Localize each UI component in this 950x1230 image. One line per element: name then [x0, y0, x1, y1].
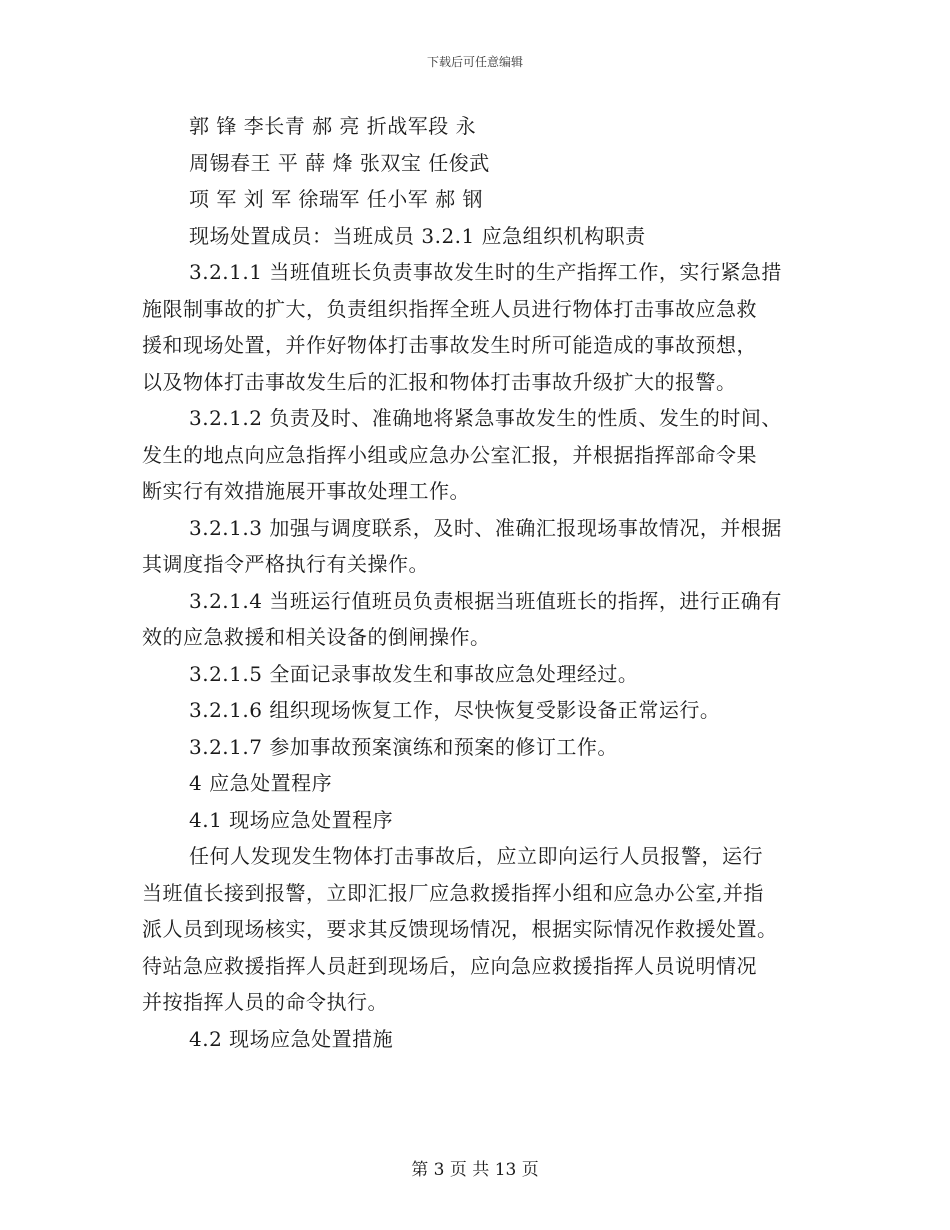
paragraph-line: 以及物体打击事故发生后的汇报和物体打击事故升级扩大的报警。 [142, 369, 737, 394]
paragraph-line: 待站急应救援指挥人员赶到现场后，应向急应救援指挥人员说明情况 [142, 953, 757, 978]
paragraph-line: 3.2.1.3 加强与调度联系，及时、准确汇报现场事故情况，并根据 [189, 515, 782, 540]
subsection-heading: 4.2 现场应急处置措施 [189, 1026, 394, 1051]
paragraph-line: 3.2.1.6 组织现场恢复工作，尽快恢复受影设备正常运行。 [189, 698, 721, 722]
paragraph-line: 其调度指令严格执行有关操作。 [142, 552, 429, 576]
paragraph-line: 当班值长接到报警，立即汇报厂应急救援指挥小组和应急办公室,并指 [142, 880, 764, 905]
paragraph-line: 援和现场处置，并作好物体打击事故发生时所可能造成的事故预想， [142, 333, 757, 357]
paragraph-line: 发生的地点向应急指挥小组或应急办公室汇报，并根据指挥部命令果 [142, 442, 757, 467]
paragraph-line: 3.2.1.4 当班运行值班员负责根据当班值班长的指挥，进行正确有 [189, 588, 782, 613]
subsection-heading: 4.1 现场应急处置程序 [189, 807, 394, 832]
paragraph-line: 断实行有效措施展开事故处理工作。 [142, 479, 470, 503]
paragraph-line: 效的应急救援和相关设备的倒闸操作。 [142, 625, 491, 649]
paragraph-line: 3.2.1.5 全面记录事故发生和事故应急处理经过。 [189, 661, 639, 686]
paragraph-line: 派人员到现场核实，要求其反馈现场情况，根据实际情况作救援处置。 [142, 917, 778, 941]
members-line: 现场处置成员：当班成员 3.2.1 应急组织机构职责 [189, 223, 646, 248]
section-heading: 4 应急处置程序 [189, 771, 333, 795]
page-header-note: 下载后可任意编辑 [426, 55, 523, 69]
names-line-2: 周锡春王 平 薛 烽 张双宝 任俊武 [189, 150, 490, 175]
names-line-1: 郭 锋 李长青 郝 亮 折战军段 永 [189, 114, 477, 138]
paragraph-line: 并按指挥人员的命令执行。 [142, 990, 388, 1014]
paragraph-line: 3.2.1.1 当班值班长负责事故发生时的生产指挥工作，实行紧急措 [189, 260, 782, 284]
paragraph-line: 施限制事故的扩大，负责组织指挥全班人员进行物体打击事故应急救 [142, 296, 757, 321]
names-line-3: 项 军 刘 军 徐瑞军 任小军 郝 钢 [189, 187, 484, 211]
document-body [142, 108, 814, 1057]
paragraph-line: 任何人发现发生物体打击事故后，应立即向运行人员报警，运行 [189, 844, 763, 868]
paragraph-line: 3.2.1.2 负责及时、准确地将紧急事故发生的性质、发生的时间、 [189, 406, 782, 430]
paragraph-line: 3.2.1.7 参加事故预案演练和预案的修订工作。 [189, 734, 618, 759]
page-number: 第 3 页 共 13 页 [411, 1160, 539, 1180]
